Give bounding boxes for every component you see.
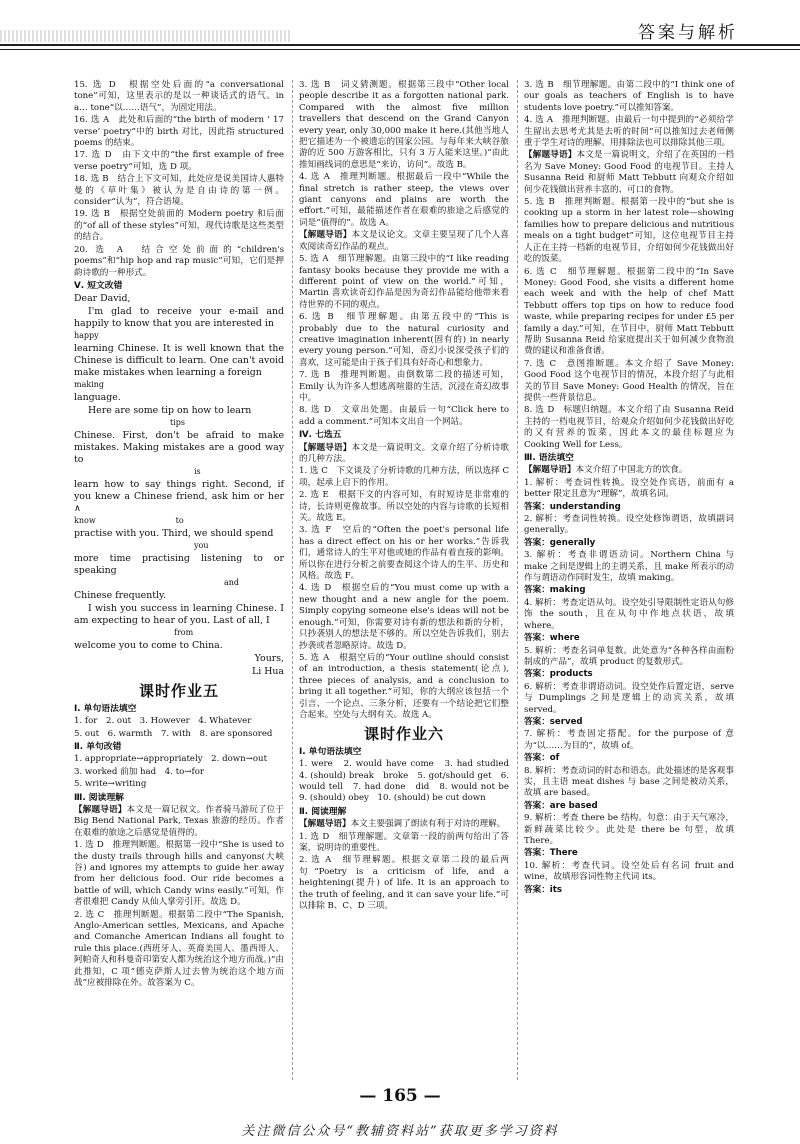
column-left: [74, 80, 284, 1080]
lesson-title: 课时作业六: [363, 725, 444, 744]
column-right: [517, 80, 734, 1080]
answer-key: 答案：products: [524, 669, 593, 680]
analysis-item: 2. 解析：考查词性转换。设空处修饰谓语，故填副词 generally。: [524, 514, 734, 536]
answer-line: 1. appropriate→appropriately 2. down→out: [74, 754, 268, 765]
guide-text: 本文是议论文。文章主要呈现了几个人喜欢阅读奇幻作品的观点。: [299, 230, 509, 252]
letter-line: I'm glad to receive your e-mail and happily to know that you are interested in: [74, 306, 284, 330]
guide-label: 【解题导语】: [299, 442, 352, 453]
analysis-item: 8. 解析：考查动词的时态和语态。此处描述的是客观事实，且主语 meat dishes 与 base 之间是被动关系，故填 are based。: [524, 765, 734, 799]
answer-item: 17. 选 D 由下文中的“the first example of free verse poetry”可知，选 D 项。: [74, 150, 284, 172]
answer-item: 5. 选 A 细节理解题。由第三段中的“I like reading fantasy books because they provide me with a different point of view on the world.”可知，Martin 喜欢读奇幻作品是因为奇幻作品能给他带来看待世界的不同的观点。: [299, 254, 509, 310]
guide-label: 【解题导语】: [524, 150, 577, 161]
letter-line: language.: [74, 392, 121, 404]
section-heading: Ⅱ. 阅读理解: [299, 806, 347, 817]
guide-text: 本文主要强调了朗读有利于对诗的理解。: [350, 819, 506, 830]
answer-item: 15. 选 D 根据空处后面的“a conversational tone”可知，这里表示的是以一种谈话式的语气。in a… tone“以……语气”，为固定用法。: [74, 80, 284, 113]
guide-label: 【解题导语】: [299, 819, 351, 830]
guide-text: 本文是一篇记叙文。作者骑马游玩了位于 Big Bend National Park, Texas 旅游的经历。作者在艰难的旅途之后感觉是值得的。: [74, 804, 284, 838]
answer-item: 1. 选 D 细节理解题。文章第一段的前两句给出了答案，说明诗的重要性。: [299, 831, 509, 853]
letter-closing: Yours,: [254, 653, 284, 665]
answer-line: 5. write→writing: [74, 779, 147, 790]
guide-paragraph: [524, 465, 734, 476]
letter-line: more time practising listening to or speaking: [74, 553, 284, 577]
answer-item: 8. 选 D 文章出处题。由最后一句“Click here to add a comment.”可知本文出自一个网站。: [299, 405, 509, 427]
answer-item: 19. 选 B 根据空处前面的 Modern poetry 和后面的“of all of these styles”可知，现代诗歌是这些类型的结合。: [74, 209, 284, 243]
answer-item: 1. 选 D 推理判断题。根据第一段中“She is used to the dusty trails through hills and canyons(大峡谷) and ignores my attempts to guide her away from her delicious food. Our ride becomes a battle of will, which Candy wins easily.”可知，作者很难把 Candy 从仙人掌旁引开。故选 D。: [74, 840, 284, 908]
answer-item: 5. 选 A 根据空后的“Your outline should consist of an introduction, a thesis statement(论点), three pieces of analysis, and a conclusion to bring it all together.”可知，你的大纲应该包括一个引言、一个论点、三条分析，还要有一个结论把它们整合起来。空处与大纲有关。故选 A。: [299, 652, 509, 720]
answer-item: 3. 选 B 词义猜测题。根据第三段中“Other local people describe it as a forgotten national park. Compared with the almost five million travellers that descend on the Grand Canyon every year, only 30,000 make it here.(其他当地人把它描述为一个被遗忘的国家公园。与每年来大峡谷旅游的近 500 万游客相比，只有 3 万人能来这里。)”由此推知画线词的意思是“来访，访问”。故选 B。: [299, 80, 509, 170]
analysis-item: 10. 解析：考查代词。设空处后有名词 fruit and wine，故填形容词性物主代词 its。: [524, 860, 734, 883]
answer-key: 答案：making: [524, 585, 586, 596]
guide-text: 本文是一篇说明文。文章介绍了分析诗歌的几种方法。: [299, 442, 509, 464]
answer-item: 5. 选 B 推理判断题。根据第一段中的“but she is cooking up a storm in her latest role—showing families how to prepare delicious and nutritious meals on a tight budget”可知，这位电视节目主持人正在主持一档新的电视节目，介绍如何少花钱做出好吃的饭菜。: [524, 197, 734, 265]
correction: making: [74, 380, 105, 390]
letter-line: learn how to say things right. Second, if you knew a Chinese friend, ask him or her ∧: [74, 479, 284, 515]
answer-key: 答案：generally: [524, 537, 596, 548]
answer-line: 5. out 6. warmth 7. with 8. are sponsored: [74, 728, 273, 739]
correction: and: [224, 578, 240, 588]
guide-text: 本文是一篇说明文，介绍了在英国的一档名为 Save Money: Good Food 的电视节目。主持人 Susanna Reid 和厨师 Matt Tebbutt 向观众介绍如何少花钱做出营养丰富的、可口的食物。: [524, 150, 734, 195]
answer-item: 8. 选 D 标题归纳题。本文介绍了由 Susanna Reid 主持的一档电视节目，给观众介绍如何少花钱做出好吃的又有营养的饭菜，因此本文的最佳标题应为 Cooking Well for Less。: [524, 405, 734, 450]
letter-line: Chinese. First, don't be afraid to make mistakes. Making mistakes are a good way to: [74, 430, 284, 466]
correction: happy: [74, 331, 99, 341]
answer-item: 2. 选 C 推理判断题。根据第二段中“The Spanish, Anglo-American settles, Mexicans, and Apache and Comanche American Indians all fought to rule this place.(西班牙人、英裔美国人、墨西哥人、阿帕奇人和科曼奇印第安人都为统治这个地方而战。)”由此推知，C 项“德克萨斯人过去曾为统治这个地方而战”应被排除在外。故答案为 C。: [74, 909, 284, 989]
answer-key: 答案：are based: [524, 800, 598, 811]
answer-item: 6. 选 B 细节理解题。由第五段中的“This is probably due to the natural curiosity and creative imagination inherent(固有的) in nearly every young person.”可知，奇幻小说深受孩子们的喜欢，这可能是由于孩子们具有好奇心和想象力。: [299, 312, 509, 368]
answer-key: 答案：where: [524, 633, 580, 644]
guide-paragraph: [299, 443, 509, 466]
header-rule: [0, 44, 800, 46]
answer-key: 答案：of: [524, 753, 560, 764]
answer-item: 18. 选 B 结合上下文可知，此处应是说美国诗人惠特曼的《草叶集》被认为是自由诗的第一例。consider“认为”，符合语境。: [74, 174, 284, 208]
section-heading: Ⅳ. 七选五: [299, 430, 342, 441]
column-middle: [292, 80, 518, 1080]
content-columns: [74, 80, 734, 1080]
guide-label: 【解题导语】: [74, 804, 127, 815]
analysis-item: 7. 解析：考查固定搭配。for the purpose of 意为“以……为目的”，故填 of。: [524, 729, 734, 751]
guide-paragraph: [74, 805, 284, 839]
page-header: [0, 0, 800, 58]
analysis-item: 1. 解析：考查词性转换。设空处作宾语，前面有 a better 限定且意为“理解”，故填名词。: [524, 477, 734, 500]
correction: is: [194, 467, 201, 477]
lesson-title: 课时作业五: [138, 682, 219, 701]
analysis-item: 6. 解析：考查非谓语动词。设空处作后置定语，serve 与 Dumplings 之间是逻辑上的动宾关系，故填 served。: [524, 681, 734, 715]
correction: from: [174, 628, 194, 638]
section-heading: Ⅲ. 阅读理解: [74, 792, 124, 803]
answer-item: 3. 选 F 空后的“Often the poet's personal life has a direct effect on his or her works.”告诉我们，通常诗人的生平对他或她的作品有着直接的影响。所以你在进行分析之前要查阅这个诗人的生平、历史和风格。故选 F。: [299, 525, 509, 582]
letter-line: practise with you. Third, we should spend: [74, 528, 274, 540]
header-title: 答案与解析: [638, 23, 738, 43]
section-heading: Ⅰ. 单句语法填空: [299, 746, 362, 757]
correction: tips: [170, 418, 185, 428]
guide-paragraph: [299, 819, 509, 830]
section-heading: Ⅲ. 语法填空: [524, 453, 574, 463]
letter-line: learning Chinese. It is well known that the Chinese is difficult to learn. One can't avoid make mistakes when learning a foreign: [74, 343, 284, 379]
answer-item: 7. 选 B 推理判断题。由倒数第二段的描述可知，Emily 认为许多人想逃离喧嚣的生活，沉浸在奇幻故事中。: [299, 370, 509, 403]
analysis-item: 4. 解析：考查定语从句。设空处引导限制性定语从句修饰 the south，且在从句中作地点状语，故填 where。: [524, 597, 734, 631]
answer-item: 4. 选 A 推理判断题。根据最后一段中“While the final stretch is rather steep, the views over giant canyons and plains are worth the effort.”可知，最能描述作者在艰难的旅途之后感觉的词是“值得的”。故选 A。: [299, 172, 509, 228]
answer-key: 答案：served: [524, 716, 583, 727]
answer-item: 4. 选 A 推理判断题。由最后一句中提到的“必须给学生留出去思考尤其是去听的时间”可以推知过去老师侧重于学生对诗的理解。用排除法也可以排除其他三项。: [524, 115, 734, 149]
guide-text: 本文介绍了中国北方的饮食。: [575, 465, 688, 476]
section-heading: Ⅴ. 短文改错: [74, 280, 123, 291]
header-decoration: [0, 30, 290, 42]
guide-label: 【解题导语】: [524, 465, 576, 476]
answer-item: 16. 选 A 此处和后面的“the birth of modern ‘ 17 verse’ poetry”中的 birth 对比，因此指 structured poems 的结束。: [74, 115, 284, 149]
letter-line: welcome you to come to China.: [74, 640, 223, 652]
answer-key: 答案：understanding: [524, 501, 621, 512]
analysis-item: 3. 解析：考查非谓语动词。Northern China 与 make 之间是逻辑上的主谓关系，且 make 所表示的动作与谓语动作同时发生，故填 making。: [524, 550, 735, 584]
guide-paragraph: [524, 150, 734, 196]
letter-line: Chinese frequently.: [74, 590, 167, 602]
section-heading: Ⅱ. 单句改错: [74, 741, 122, 752]
answer-line: 1. for 2. out 3. However 4. Whatever: [74, 716, 252, 727]
analysis-item: 5. 解析：考查名词单复数。此处意为“各种各样由面粉制成的产品”，故填 product 的复数形式。: [524, 645, 734, 667]
page-number: — 165 —: [359, 1086, 441, 1106]
answer-item: 3. 选 B 细节理解题。由第二段中的“I think one of our goals as teachers of English is to have students love poetry.”可以推知答案。: [524, 80, 734, 113]
letter-line: Dear David,: [74, 293, 131, 305]
guide-paragraph: [299, 230, 509, 253]
answer-item: 7. 选 C 意图推断题。本文介绍了 Save Money: Good Food 这个电视节目的情况，本段介绍了与此相关的节目 Save Money: Good Health 的情况，旨在提供一些背景信息。: [524, 358, 734, 403]
answer-line: 1. were 2. would have come 3. had studied 4. (should) break broke 5. got/should get 6. would tell 7. had done did 8. would not be 9. (should) obey 10. (should) be cut down: [299, 759, 518, 804]
guide-label: 【解题导语】: [299, 230, 352, 241]
letter-line: I wish you success in learning Chinese. I am expecting to hear of you. Last of all, I: [74, 603, 284, 627]
answer-item: 2. 选 E 根据下文的内容可知，有时短诗是非常难的诗，长诗则更像故事。所以空处的内容与诗歌的长短相关。故选 E。: [299, 490, 509, 524]
answer-item: 4. 选 D 根据空后的“You must come up with a new thought and a new angle for the poem. Simply copying someone else's ideas will not be enough.”可知，你需要对诗有新的想法和新的分析，只抄袭别人的想法是不够的。所以空处告诉我们，别去抄袭或者忽略原诗。故选 D。: [299, 583, 509, 651]
letter-line: Here are some tip on how to learn: [88, 405, 252, 417]
error-correction-letter: [74, 293, 284, 678]
answer-item: 6. 选 C 细节理解题。根据第二段中的“In Save Money: Good Food, she visits a different home each week and with the help of chef Matt Tebbutt offers top tips on how to reduce food waste, while preparing recipes for under £5 per family a day.”可知，在节目中，厨师 Matt Tebbutt 帮助 Susanna Reid 给家庭提出关于如何减少食物浪费的建议和准备食谱。: [524, 266, 734, 357]
footer-note: 关注微信公众号“教辅资料站”获取更多学习资料: [241, 1124, 559, 1139]
analysis-item: 9. 解析：考查 there be 结构。句意：由于天气寒冷，新鲜蔬菜比较少。此处是 there be 句型，故填 There。: [524, 813, 734, 846]
answer-item: 1. 选 C 下文谈及了分析诗歌的几种方法，所以选择 C 项，起承上启下的作用。: [299, 466, 510, 488]
header-rule-thin: [0, 49, 800, 50]
answer-key: 答案：There: [524, 848, 578, 859]
correction: you: [194, 541, 209, 551]
answer-line: 3. worked 前加 had 4. to→for: [74, 766, 204, 777]
answer-item: 2. 选 A 细节理解题。根据文章第二段的最后两句“Poetry is a criticism of life, and a heightening(提升) of life. It is an approach to the truth of feeling, and it can save your life.”可以排除 B、C、D 三项。: [299, 855, 509, 912]
answer-key: 答案：its: [524, 884, 562, 895]
answer-item: 20. 选 A 结合空处前面的“children's poems”和“hip hop and rap music”可知，它们是押韵诗歌的一种形式。: [74, 244, 284, 278]
letter-signature: Li Hua: [251, 666, 284, 678]
correction: know to: [74, 516, 184, 526]
section-heading: Ⅰ. 单句语法填空: [74, 703, 137, 714]
